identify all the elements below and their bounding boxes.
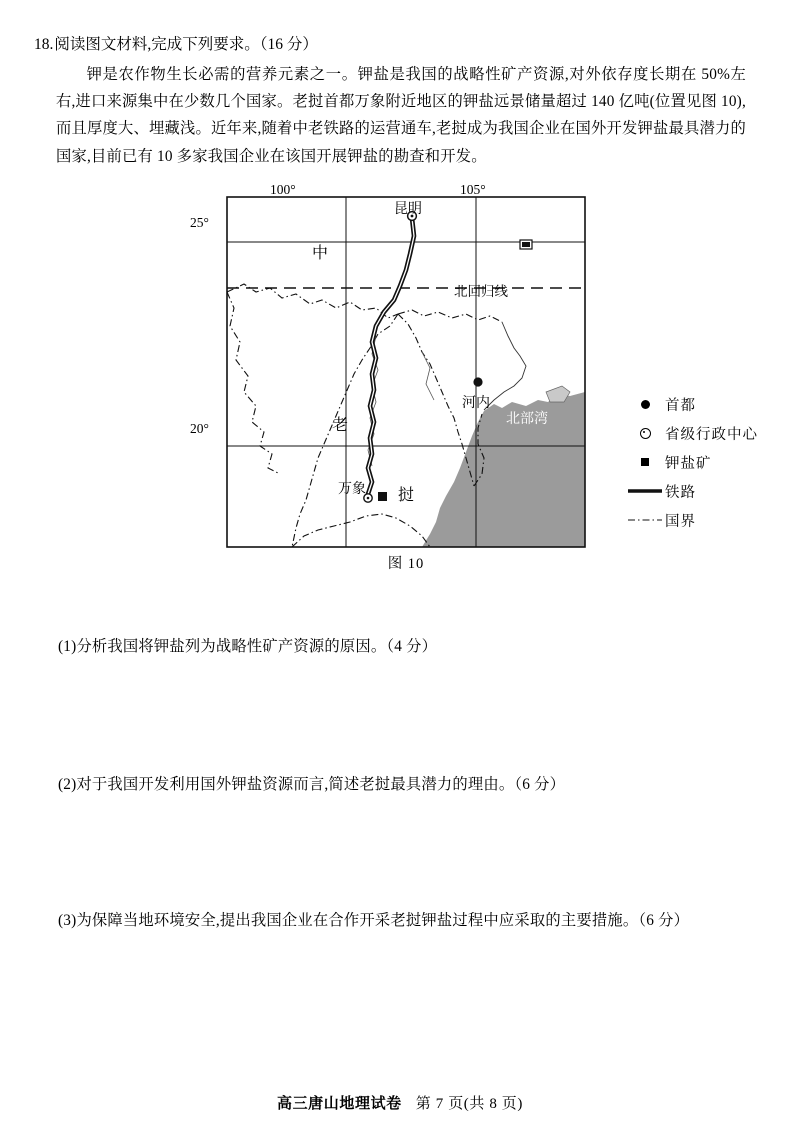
sub-question-1 [30, 634, 750, 660]
axis-label-lat-25: 25° [190, 214, 209, 230]
legend-item-railway [625, 477, 785, 506]
legend-label-capital: 首都 [665, 397, 696, 414]
axis-label-lon-105: 105° [460, 181, 486, 197]
legend-label-province-center: 省级行政中心 [665, 426, 758, 443]
map-label-tropic-of-cancer: 北回归线 [454, 283, 508, 299]
question-stem [30, 34, 746, 170]
sub-question-3-label: (3) [58, 912, 77, 929]
sub-question-1-text: 分析我国将钾盐列为战略性矿产资源的原因。（4 分） [76, 638, 438, 655]
capital-dot-icon [625, 400, 665, 409]
page-footer [0, 1092, 800, 1113]
province-center-dot-icon [625, 428, 665, 439]
axis-label-lon-100: 100° [270, 181, 296, 197]
railway-line-icon [625, 486, 665, 496]
question-paragraph: 钾是农作物生长必需的营养元素之一。钾盐是我国的战略性矿产资源,对外依存度长期在 50%左右,进口来源集中在少数几个国家。老挝首都万象附近地区的钾盐远景储量超过 140 亿吨(位置见图 10),而且厚度大、埋藏浅。近年来,随着中老铁路的运营通车,老挝成为我国企业在国外开发钾盐最具潜力的国家,目前已有 10 多家我国企业在该国开展钾盐的勘查和开发。 [56, 66, 746, 165]
map-label-laos-2: 挝 [398, 486, 415, 504]
legend-item-border [625, 506, 785, 535]
map-label-laos-1: 老 [332, 416, 349, 434]
legend-label-potash-mine: 钾盐矿 [665, 455, 712, 472]
sub-question-2-label: (2) [58, 776, 77, 793]
axis-label-lat-20: 20° [190, 420, 209, 436]
map-label-kunming: 昆明 [394, 201, 422, 217]
legend-item-province-center [625, 419, 785, 448]
question-stem-title: 阅读图文材料,完成下列要求。（16 分） [54, 36, 318, 53]
sub-question-1-label: (1) [58, 638, 77, 655]
figure-caption: 图 10 [387, 555, 425, 572]
legend-item-potash-mine [625, 448, 785, 477]
legend-label-railway: 铁路 [665, 484, 696, 501]
question-number: 18. [34, 36, 54, 53]
map-label-gulf-of-tonkin: 北部湾 [506, 411, 548, 427]
sub-question-2 [30, 772, 750, 798]
map-label-china: 中 [312, 244, 329, 262]
sub-question-3 [30, 908, 750, 934]
potash-mine-square-icon [625, 458, 665, 466]
sub-question-2-text: 对于我国开发利用国外钾盐资源而言,简述老挝最具潜力的理由。（6 分） [76, 776, 566, 793]
footer-exam-title: 高三唐山地理试卷 [276, 1096, 402, 1112]
national-border-line-icon [625, 515, 665, 525]
figure-10 [30, 181, 758, 582]
map-graphic [226, 196, 586, 548]
question-heading [30, 34, 746, 56]
map-legend [625, 390, 785, 535]
legend-item-capital [625, 390, 785, 419]
map-label-vientiane: 万象 [338, 481, 366, 497]
footer-page-number: 第 7 页(共 8 页) [415, 1096, 523, 1112]
map-label-hanoi: 河内 [462, 395, 490, 411]
legend-label-border: 国界 [665, 513, 696, 530]
sub-question-3-text: 为保障当地环境安全,提出我国企业在合作开采老挝钾盐过程中应采取的主要措施。（6 分） [76, 912, 690, 929]
